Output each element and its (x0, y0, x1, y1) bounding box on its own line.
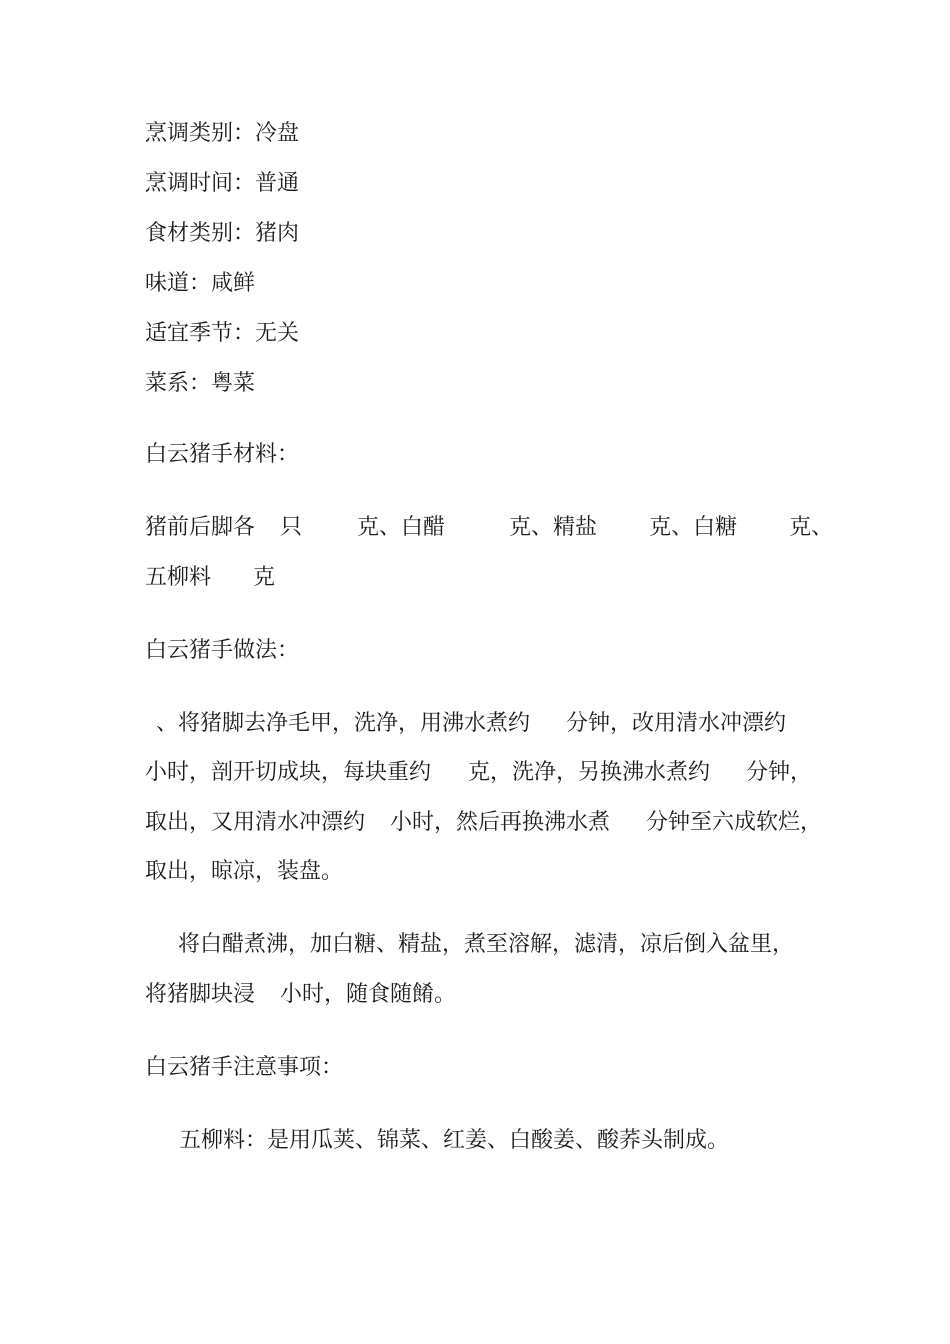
method-step1-line-4: 取出，晾凉，装盘。 (145, 859, 344, 884)
materials-line-2 (145, 563, 275, 593)
meta-category: 烹调类别：冷盘 (145, 121, 300, 146)
method-step2-line-1: 将白醋煮沸，加白糖、精盐，煮至溶解，滤清，凉后倒入盆里， (178, 932, 795, 957)
meta-ingredient-type: 食材类别：猪肉 (145, 221, 300, 246)
material-item: 克、白糖 (649, 515, 738, 540)
meta-taste: 味道：咸鲜 (145, 271, 256, 296)
method-step1-line-2: 小时，剖开切成块，每块重约 克，洗净，另换沸水煮约 分钟， (145, 760, 813, 785)
materials-heading: 白云猪手材料： (145, 442, 300, 467)
material-item: 五柳料 (145, 565, 212, 590)
method-step2-line-2: 将猪脚块浸 小时，随食随餚。 (145, 982, 457, 1007)
method-step1-line-3: 取出，又用清水冲漂约 小时，然后再换沸水煮 分钟至六成软烂， (145, 810, 823, 835)
material-item: 克 (253, 565, 276, 590)
method-heading: 白云猪手做法： (145, 638, 300, 663)
notes-text-line: 五柳料：是用瓜荚、锦菜、红姜、白酸姜、酸荞头制成。 (179, 1128, 730, 1153)
material-item: 猪前后脚各 (145, 515, 256, 540)
materials-line-1 (145, 513, 833, 543)
material-item: 克、 (789, 515, 834, 540)
meta-season: 适宜季节：无关 (145, 321, 300, 346)
material-item: 只 (280, 515, 303, 540)
material-item: 克、精盐 (509, 515, 598, 540)
material-item: 克、白醋 (357, 515, 446, 540)
method-step1-line-1: 、将猪脚去净毛甲，洗净，用沸水煮约 分钟，改用清水冲漂约 (156, 711, 787, 736)
meta-cuisine: 菜系：粤菜 (145, 371, 256, 396)
notes-heading: 白云猪手注意事项： (145, 1055, 344, 1080)
meta-time: 烹调时间：普通 (145, 171, 300, 196)
